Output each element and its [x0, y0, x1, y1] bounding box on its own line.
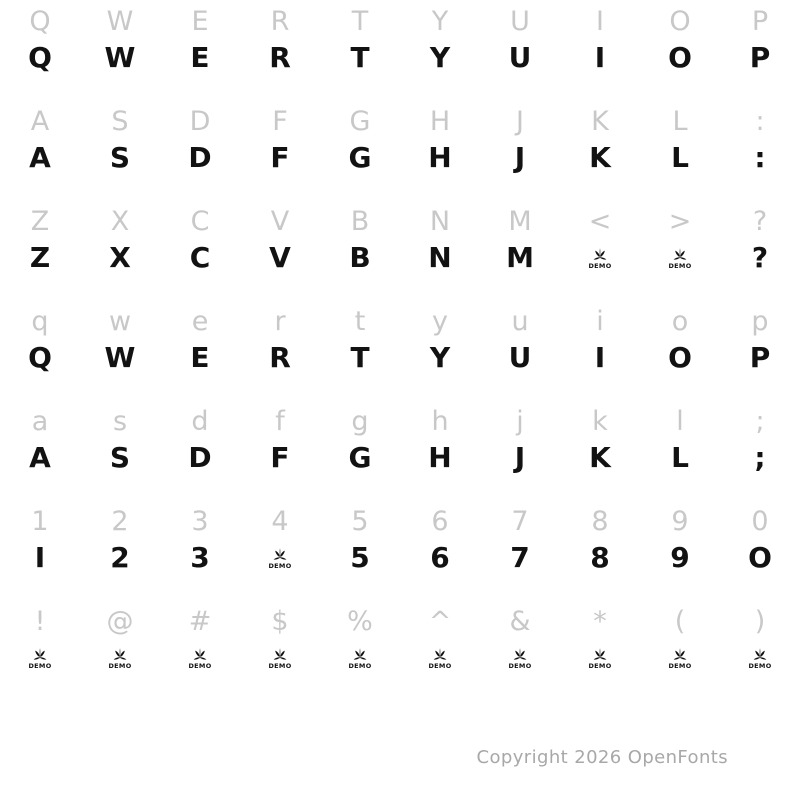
rendered-glyph: F: [270, 441, 290, 474]
rendered-glyph: F: [270, 141, 290, 174]
demo-sprout-icon: [240, 544, 320, 572]
source-character: F: [272, 106, 288, 137]
copyright-notice: Copyright 2026 OpenFonts: [476, 747, 728, 768]
glyph-cell: [640, 200, 720, 300]
glyph-cell: [400, 500, 480, 600]
source-character: k: [592, 406, 608, 437]
rendered-glyph: G: [348, 141, 372, 174]
rendered-glyph: 8: [590, 541, 610, 574]
rendered-glyph: T: [350, 41, 370, 74]
rendered-glyph: N: [428, 241, 452, 274]
glyph-cell: [160, 100, 240, 200]
rendered-glyph: W: [104, 41, 136, 74]
source-character: i: [596, 306, 604, 337]
glyph-cell: [240, 300, 320, 400]
rendered-glyph: O: [668, 341, 692, 374]
source-character: W: [106, 6, 134, 37]
glyph-cell: [80, 500, 160, 600]
source-character: e: [191, 306, 209, 337]
glyph-cell: [320, 500, 400, 600]
source-character: ?: [752, 206, 768, 237]
glyph-cell: [720, 200, 800, 300]
glyph-cell: [80, 200, 160, 300]
source-character: :: [755, 106, 765, 137]
source-character: H: [429, 106, 451, 137]
rendered-glyph: O: [748, 541, 772, 574]
source-character: (: [674, 606, 686, 637]
source-character: K: [591, 106, 609, 137]
glyph-cell: [480, 300, 560, 400]
rendered-glyph: B: [349, 241, 371, 274]
source-character: y: [432, 306, 448, 337]
glyph-cell: [0, 500, 80, 600]
source-character: C: [190, 206, 210, 237]
rendered-glyph: 3: [190, 541, 210, 574]
source-character: 5: [351, 506, 369, 537]
source-character: Z: [30, 206, 50, 237]
rendered-glyph: S: [109, 141, 131, 174]
source-character: t: [354, 306, 366, 337]
source-character: 2: [111, 506, 129, 537]
glyph-cell: [480, 400, 560, 500]
glyph-cell: [560, 600, 640, 700]
source-character: A: [30, 106, 50, 137]
svg-text:DEMO: DEMO: [348, 662, 372, 670]
glyph-cell: [160, 400, 240, 500]
source-character: O: [669, 6, 691, 37]
source-character: u: [511, 306, 529, 337]
rendered-glyph: U: [508, 41, 532, 74]
rendered-glyph: P: [749, 341, 771, 374]
source-character: D: [189, 106, 211, 137]
rendered-glyph: K: [589, 441, 611, 474]
row-symbols: [0, 600, 800, 700]
rendered-glyph: Y: [429, 41, 451, 74]
source-character: j: [516, 406, 524, 437]
source-character: @: [106, 606, 134, 637]
rendered-glyph: ;: [754, 441, 766, 474]
glyph-cell: [480, 0, 560, 100]
rendered-glyph: Q: [28, 41, 52, 74]
rendered-glyph: R: [269, 41, 291, 74]
glyph-cell: [720, 500, 800, 600]
glyph-cell: [80, 400, 160, 500]
svg-text:DEMO: DEMO: [748, 662, 772, 670]
rendered-glyph: I: [594, 41, 606, 74]
glyph-cell: [640, 0, 720, 100]
rendered-glyph: H: [428, 141, 452, 174]
demo-sprout-icon: [720, 644, 800, 672]
source-character: d: [191, 406, 209, 437]
rendered-glyph: I: [34, 541, 46, 574]
rendered-glyph: X: [109, 241, 131, 274]
svg-text:DEMO: DEMO: [508, 662, 532, 670]
rendered-glyph: K: [589, 141, 611, 174]
rendered-glyph: ?: [751, 241, 769, 274]
glyph-cell: [400, 600, 480, 700]
source-character: N: [429, 206, 451, 237]
glyph-cell: [0, 300, 80, 400]
rendered-glyph: A: [29, 141, 51, 174]
glyph-cell: [160, 500, 240, 600]
rendered-glyph: M: [506, 241, 534, 274]
glyph-cell: [80, 600, 160, 700]
glyph-cell: [640, 300, 720, 400]
source-character: 1: [31, 506, 49, 537]
demo-sprout-icon: [0, 644, 80, 672]
rendered-glyph: V: [269, 241, 291, 274]
row-zxcv-upper: [0, 200, 800, 300]
svg-text:DEMO: DEMO: [588, 662, 612, 670]
demo-sprout-icon: [80, 644, 160, 672]
source-character: g: [351, 406, 369, 437]
source-character: G: [349, 106, 371, 137]
glyph-cell: [640, 400, 720, 500]
rendered-glyph: 7: [510, 541, 530, 574]
glyph-cell: [560, 500, 640, 600]
rendered-glyph: Z: [29, 241, 51, 274]
row-asdf-upper: [0, 100, 800, 200]
demo-sprout-icon: [560, 244, 640, 272]
svg-text:DEMO: DEMO: [428, 662, 452, 670]
rendered-glyph: U: [508, 341, 532, 374]
source-character: q: [31, 306, 49, 337]
rendered-glyph: Q: [28, 341, 52, 374]
glyph-cell: [160, 200, 240, 300]
demo-sprout-icon: [320, 644, 400, 672]
svg-text:DEMO: DEMO: [268, 662, 292, 670]
source-character: X: [110, 206, 130, 237]
glyph-cell: [720, 300, 800, 400]
source-character: ): [754, 606, 766, 637]
source-character: J: [516, 106, 524, 137]
source-character: h: [431, 406, 449, 437]
source-character: U: [510, 6, 530, 37]
source-character: 0: [751, 506, 769, 537]
rendered-glyph: T: [350, 341, 370, 374]
glyph-cell: [400, 0, 480, 100]
source-character: !: [34, 606, 46, 637]
source-character: %: [347, 606, 373, 637]
demo-sprout-icon: [640, 244, 720, 272]
source-character: 6: [431, 506, 449, 537]
source-character: B: [350, 206, 370, 237]
svg-text:DEMO: DEMO: [268, 562, 292, 570]
source-character: ^: [428, 606, 452, 637]
glyph-cell: [720, 600, 800, 700]
glyph-cell: [480, 100, 560, 200]
source-character: *: [593, 606, 607, 637]
rendered-glyph: C: [189, 241, 211, 274]
source-character: 7: [511, 506, 529, 537]
glyph-cell: [320, 600, 400, 700]
glyph-cell: [720, 100, 800, 200]
rendered-glyph: D: [188, 441, 212, 474]
source-character: l: [676, 406, 684, 437]
rendered-glyph: 5: [350, 541, 370, 574]
rendered-glyph: Y: [429, 341, 451, 374]
glyph-cell: [400, 400, 480, 500]
glyph-cell: [720, 0, 800, 100]
source-character: 8: [591, 506, 609, 537]
svg-text:DEMO: DEMO: [588, 262, 612, 270]
demo-sprout-icon: [640, 644, 720, 672]
glyph-cell: [320, 400, 400, 500]
glyph-cell: [320, 200, 400, 300]
glyph-cell: [560, 400, 640, 500]
glyph-cell: [640, 600, 720, 700]
glyph-cell: [0, 400, 80, 500]
glyph-cell: [80, 300, 160, 400]
rendered-glyph: E: [190, 41, 210, 74]
source-character: L: [672, 106, 688, 137]
glyph-cell: [0, 200, 80, 300]
source-character: p: [751, 306, 769, 337]
svg-text:DEMO: DEMO: [668, 662, 692, 670]
glyph-cell: [640, 100, 720, 200]
source-character: >: [668, 206, 692, 237]
glyph-cell: [80, 0, 160, 100]
source-character: 4: [271, 506, 289, 537]
rendered-glyph: L: [671, 441, 689, 474]
rendered-glyph: E: [190, 341, 210, 374]
source-character: ;: [755, 406, 765, 437]
source-character: S: [111, 106, 129, 137]
rendered-glyph: O: [668, 41, 692, 74]
source-character: $: [271, 606, 289, 637]
glyph-cell: [240, 600, 320, 700]
demo-sprout-icon: [240, 644, 320, 672]
glyph-cell: [480, 200, 560, 300]
source-character: s: [112, 406, 128, 437]
demo-sprout-icon: [480, 644, 560, 672]
source-character: I: [596, 6, 604, 37]
glyph-cell: [400, 300, 480, 400]
rendered-glyph: R: [269, 341, 291, 374]
glyph-cell: [560, 100, 640, 200]
glyph-cell: [560, 300, 640, 400]
source-character: P: [751, 6, 769, 37]
row-digits: [0, 500, 800, 600]
source-character: <: [588, 206, 612, 237]
demo-sprout-icon: [400, 644, 480, 672]
demo-sprout-icon: [560, 644, 640, 672]
glyph-cell: [240, 200, 320, 300]
rendered-glyph: L: [671, 141, 689, 174]
glyph-cell: [480, 600, 560, 700]
glyph-cell: [560, 200, 640, 300]
svg-text:DEMO: DEMO: [28, 662, 52, 670]
source-character: &: [509, 606, 531, 637]
source-character: o: [671, 306, 689, 337]
source-character: a: [31, 406, 49, 437]
glyph-cell: [160, 600, 240, 700]
glyph-cell: [0, 100, 80, 200]
source-character: 3: [191, 506, 209, 537]
source-character: 9: [671, 506, 689, 537]
glyph-cell: [480, 500, 560, 600]
rendered-glyph: H: [428, 441, 452, 474]
glyph-cell: [80, 100, 160, 200]
glyph-cell: [240, 0, 320, 100]
demo-sprout-icon: [160, 644, 240, 672]
glyph-cell: [240, 100, 320, 200]
svg-text:DEMO: DEMO: [668, 262, 692, 270]
rendered-glyph: J: [514, 441, 526, 474]
glyph-cell: [240, 500, 320, 600]
row-qwerty-upper: [0, 0, 800, 100]
source-character: f: [275, 406, 285, 437]
rendered-glyph: A: [29, 441, 51, 474]
source-character: T: [351, 6, 369, 37]
glyph-cell: [720, 400, 800, 500]
glyph-cell: [0, 0, 80, 100]
source-character: E: [191, 6, 209, 37]
svg-text:DEMO: DEMO: [188, 662, 212, 670]
rendered-glyph: 2: [110, 541, 130, 574]
glyph-cell: [160, 300, 240, 400]
rendered-glyph: 6: [430, 541, 450, 574]
source-character: V: [270, 206, 290, 237]
rendered-glyph: :: [754, 141, 766, 174]
source-character: w: [108, 306, 132, 337]
svg-text:DEMO: DEMO: [108, 662, 132, 670]
glyph-cell: [560, 0, 640, 100]
glyph-cell: [400, 100, 480, 200]
glyph-cell: [320, 0, 400, 100]
row-asdf-lower: [0, 400, 800, 500]
rendered-glyph: I: [594, 341, 606, 374]
rendered-glyph: D: [188, 141, 212, 174]
glyph-cell: [320, 300, 400, 400]
rendered-glyph: P: [749, 41, 771, 74]
source-character: Q: [29, 6, 51, 37]
rendered-glyph: S: [109, 441, 131, 474]
source-character: r: [274, 306, 286, 337]
rendered-glyph: W: [104, 341, 136, 374]
rendered-glyph: G: [348, 441, 372, 474]
glyph-cell: [320, 100, 400, 200]
rendered-glyph: J: [514, 141, 526, 174]
glyph-cell: [400, 200, 480, 300]
row-qwerty-lower: [0, 300, 800, 400]
glyph-cell: [640, 500, 720, 600]
glyph-cell: [0, 600, 80, 700]
glyph-cell: [240, 400, 320, 500]
source-character: #: [188, 606, 212, 637]
source-character: M: [508, 206, 532, 237]
glyph-cell: [160, 0, 240, 100]
source-character: R: [270, 6, 290, 37]
source-character: Y: [431, 6, 449, 37]
rendered-glyph: 9: [670, 541, 690, 574]
